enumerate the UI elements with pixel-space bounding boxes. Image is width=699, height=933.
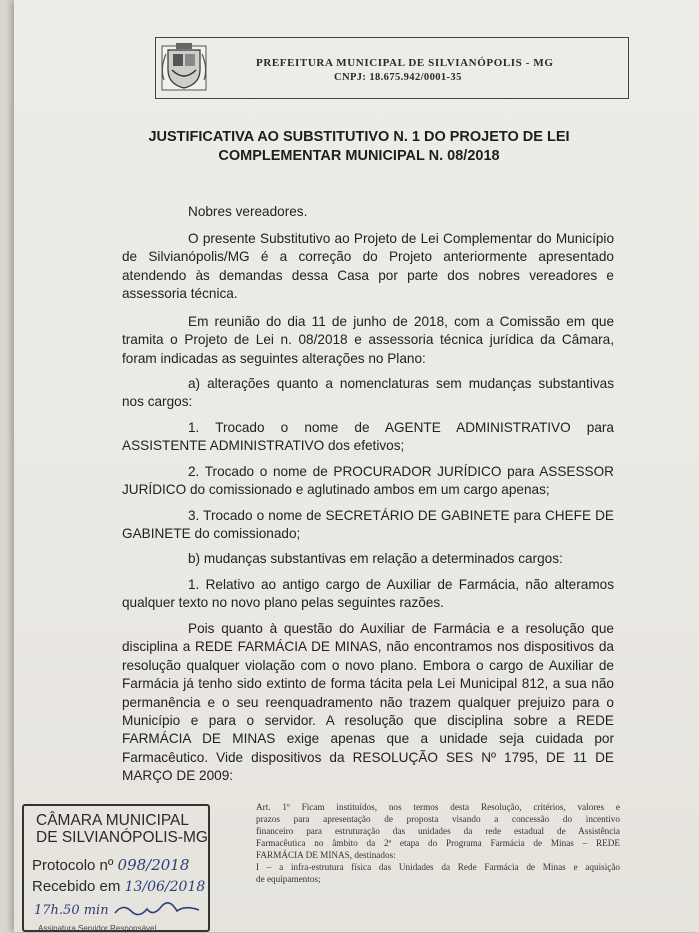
text-line: Em reunião do dia 11 de junho de 2018, com a Comissão em que	[188, 314, 614, 329]
text-line: MARÇO DE 2009:	[122, 768, 234, 784]
municipal-crest-icon	[158, 40, 210, 94]
text-line: tramita o Projeto de Lei n. 08/2018 e assessoria técnica jurídica da Câmara,	[122, 332, 614, 348]
item-a	[122, 375, 614, 412]
text-line: nos cargos:	[122, 394, 193, 410]
stamp-hora	[34, 901, 203, 919]
text-line: resolução qualquer violação com o novo plano. Embora o cargo de Auxiliar de	[122, 657, 614, 673]
signature-label: Assinatura Servidor Responsável	[38, 924, 157, 933]
text-line: Farmacêutico. Vide dispositivos da RESOLUÇÃO SES Nº 1795, DE 11 DE	[122, 749, 614, 765]
greeting	[122, 203, 614, 221]
letterhead-name: PREFEITURA MUNICIPAL DE SILVIANÓPOLIS - MG	[256, 57, 554, 69]
stamp-line: DE SILVIANÓPOLIS-MG	[36, 829, 208, 846]
text-line: qualquer texto no novo plano pelas seguintes razões.	[122, 595, 444, 611]
text-line: 1. Trocado o nome de AGENTE ADMINISTRATIVO para	[188, 420, 614, 435]
text-line: Pois quanto à questão do Auxiliar de Farmácia e a resolução que	[188, 621, 614, 636]
title-line: JUSTIFICATIVA AO SUBSTITUTIVO N. 1 DO PROJETO DE LEI	[148, 129, 570, 145]
quote-line: de equipamentos;	[256, 874, 321, 884]
paragraph-3	[122, 620, 614, 786]
quote-line: I – a infra-estrutura física das Unidades da Rede Farmácia de Minas e aquisição	[256, 862, 620, 872]
quote-line: Farmacêutica no âmbito da 2ª etapa do Programa Farmácia de Minas – REDE	[256, 838, 620, 848]
handwritten-signature-icon	[113, 901, 203, 919]
document-page	[14, 0, 699, 932]
text-line: assessoria técnica.	[122, 286, 238, 302]
protocol-stamp	[22, 804, 210, 932]
stamp-protocolo	[32, 856, 189, 874]
text-line: Município e para o servidor. A resolução que disciplina sobre a REDE	[122, 713, 614, 729]
recebido-value: 13/06/2018	[124, 879, 206, 895]
protocolo-value: 098/2018	[117, 856, 190, 874]
stamp-recebido	[32, 878, 205, 895]
recebido-label: Recebido em	[32, 878, 121, 895]
hora-value: 17h.50 min	[34, 903, 109, 918]
text-line: 1. Relativo ao antigo cargo de Auxiliar de Farmácia, não alteramos	[188, 577, 614, 592]
item-a1	[122, 419, 614, 456]
text-line: GABINETE do comissionado;	[122, 526, 301, 542]
text-line: disciplina a REDE FARMÁCIA DE MINAS, não encontramos nos dispositivos da	[122, 639, 614, 655]
text-line: JURÍDICO do comissionado e aglutinado ambos em um cargo apenas;	[122, 482, 550, 498]
item-b1	[122, 576, 614, 613]
document-title	[124, 128, 594, 166]
text-line: permanência e o seu reenquadramento não trazem qualquer prejuizo para o	[122, 694, 614, 710]
quote-line: Art. 1º Ficam instituídos, nos termos desta Resolução, critérios, valores e	[256, 802, 620, 812]
greeting-text: Nobres vereadores.	[188, 204, 308, 219]
paragraph-2	[122, 313, 614, 368]
quote-line: prazos para apresentação de proposta visando a concessão do incentivo	[256, 814, 620, 824]
quote-line: financeiro para estruturação das unidades da rede estadual de Assistência	[256, 826, 620, 836]
text-line: de Silvianópolis/MG é a correção do Projeto anteriormente apresentado	[122, 249, 614, 265]
text-line: a) alterações quanto a nomenclaturas sem mudanças substantivas	[188, 376, 614, 391]
text-line: FARMÁCIA DE MINAS exige apenas que a unidade seja cuidada por	[122, 731, 614, 747]
text-line: b) mudanças substantivas em relação a determinados cargos:	[188, 551, 563, 566]
text-line: atendendo às demandas dessa Casa por parte dos nobres vereadores e	[122, 267, 614, 283]
letterhead-cnpj: CNPJ: 18.675.942/0001-35	[334, 72, 462, 83]
text-line: ASSISTENTE ADMINISTRATIVO dos efetivos;	[122, 438, 405, 454]
paragraph-1	[122, 230, 614, 304]
protocolo-label: Protocolo nº	[32, 857, 114, 874]
item-b	[122, 550, 614, 568]
text-line: 3. Trocado o nome de SECRETÁRIO DE GABINETE para CHEFE DE	[188, 508, 614, 523]
quote-line: FARMÁCIA DE MINAS, destinados:	[256, 850, 396, 860]
text-line: 2. Trocado o nome de PROCURADOR JURÍDICO para ASSESSOR	[188, 464, 614, 479]
letterhead	[155, 37, 629, 99]
text-line: O presente Substitutivo ao Projeto de Lei Complementar do Município	[188, 231, 614, 246]
item-a3	[122, 507, 614, 544]
title-line: COMPLEMENTAR MUNICIPAL N. 08/2018	[218, 148, 500, 164]
text-line: foram indicadas as seguintes alterações no Plano:	[122, 350, 426, 366]
quoted-article	[256, 801, 620, 885]
stamp-header	[36, 812, 208, 846]
item-a2	[122, 463, 614, 500]
stamp-line: CÂMARA MUNICIPAL	[36, 812, 190, 829]
text-line: Farmácia já tenho sido extinto de forma tácita pela Lei Municipal 812, a sua não	[122, 676, 614, 692]
